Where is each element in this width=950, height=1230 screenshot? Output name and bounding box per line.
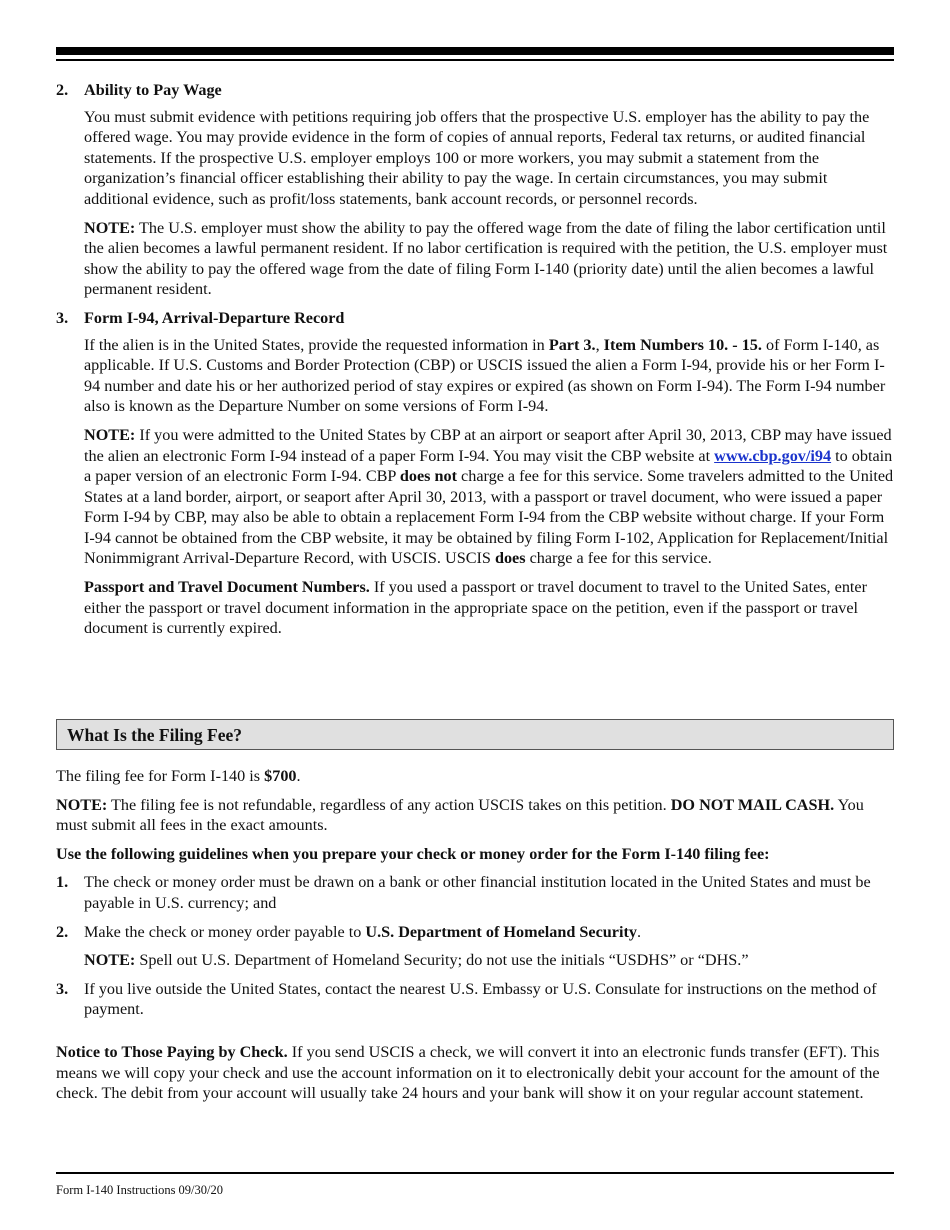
header-rule-thin xyxy=(56,59,894,61)
item-title: Form I-94, Arrival-Departure Record xyxy=(84,308,345,327)
filing-fee-section-header: What Is the Filing Fee? xyxy=(56,719,894,750)
text: charge a fee for this service. xyxy=(525,549,712,568)
note-text: The U.S. employer must show the ability to pay the offered wage from the date of filing the labor certification until the alien becomes a lawful permanent resident. If no labor certification is required with the petition, the U.S. employer must show the ability to pay the offered wage from the date of filing Form I-140 (priority date) until the alien becomes a lawful permanent resident. xyxy=(84,218,888,299)
text: You must submit all fees in the exact amounts. xyxy=(56,795,864,835)
item-ref: Item Numbers 10. - 15. xyxy=(603,335,762,354)
text: . xyxy=(636,922,641,941)
guideline-text: If you live outside the United States, contact the nearest U.S. Embassy or U.S. Consulate for instructions on the method of payment. xyxy=(84,979,877,1019)
guidelines-heading: Use the following guidelines when you prepare your check or money order for the Form I-140 filing fee: xyxy=(56,844,770,863)
ability-paragraph: You must submit evidence with petitions requiring job offers that the prospective U.S. employer has the ability to pay the offered wage. You may provide evidence in the form of copies of annual reports, Federal tax returns, or audited financial statements. If the prospective U.S. employer employs 100 or more workers, you may submit a statement from the organization’s financial officer establishing their ability to pay the wage. In certain circumstances, you may submit additional evidence, such as profit/loss statements, bank account records, or personnel records. xyxy=(84,107,870,208)
passport-label: Passport and Travel Document Numbers. xyxy=(84,578,370,597)
note-label: NOTE: xyxy=(56,795,108,814)
item-number: 3. xyxy=(56,979,69,998)
check-notice xyxy=(56,1042,894,1104)
item-number: 3. xyxy=(56,308,69,327)
part-ref: Part 3. xyxy=(548,335,596,354)
text: of Form I-140, as applicable. If U.S. Customs and Border Protection (CBP) or USCIS issued the alien a Form I-94, provide his or her Form I-94 number and date his or her authorized period of stay expires or expired (as shown on Form I-94). The Form I-94 number also is known as the Departure Number on some versions of Form I-94. xyxy=(84,335,886,416)
item-number: 2. xyxy=(56,81,69,99)
text: Make the check or money order payable to xyxy=(84,922,366,941)
item-title: Ability to Pay Wage xyxy=(84,81,222,99)
text: If you used a passport or travel document to travel to the United Sates, enter either the passport or travel document information in the appropriate space on the petition, even if the passport or travel document is currently expired. xyxy=(84,578,868,638)
text: , xyxy=(595,335,604,354)
text: The filing fee for Form I-140 is xyxy=(56,767,265,785)
note-label: NOTE: xyxy=(84,425,136,444)
item-3-heading xyxy=(56,308,894,329)
text: charge a fee for this service. Some travelers admitted to the United States at a land border, airport, or seaport after April 30, 2013, with a passport or travel document, who were issued a paper Form I-94 by CBP, may also be able to obtain a replacement Form I-94 from the CBP website without charge. If your Form I-94 cannot be obtained from the CBP website, it may be obtained by filing Form I-102, Application for Replacement/Initial Nonimmigrant Arrival-Departure Record, with USCIS. USCIS xyxy=(84,467,894,568)
text: The filing fee is not refundable, regardless of any action USCIS takes on this petition. xyxy=(107,795,671,814)
text: to obtain a paper version of an electronic Form I-94. CBP xyxy=(84,446,893,486)
text: Spell out U.S. Department of Homeland Security; do not use the initials “USDHS” or “DHS.” xyxy=(135,951,749,970)
text: If the alien is in the United States, provide the requested information in xyxy=(84,335,549,354)
guideline-text: The check or money order must be drawn on a bank or other financial institution located in the United States and must be payable in U.S. currency; and xyxy=(84,873,871,912)
emphasis: does xyxy=(494,549,526,568)
emphasis: does not xyxy=(399,467,457,486)
fee-amount: $700 xyxy=(264,767,297,785)
note-label: NOTE: xyxy=(84,218,136,237)
guideline-item xyxy=(56,922,894,951)
item-2-heading xyxy=(56,80,894,101)
instructions-body xyxy=(56,80,894,647)
fee-amount-line xyxy=(56,766,894,787)
payee: U.S. Department of Homeland Security xyxy=(365,922,637,941)
header-rule-thick xyxy=(56,47,894,55)
item-number: 1. xyxy=(56,873,69,892)
i94-note xyxy=(84,425,894,569)
guideline-2-note xyxy=(84,950,894,971)
guideline-item xyxy=(56,872,894,921)
footer-form-id: Form I-140 Instructions 09/30/20 xyxy=(56,1183,224,1197)
emphasis: DO NOT MAIL CASH. xyxy=(670,795,835,814)
fee-note xyxy=(56,795,894,836)
filing-fee-body xyxy=(56,766,894,1112)
ability-note xyxy=(84,218,894,300)
text: If you were admitted to the United States by CBP at an airport or seaport after April 30, 2013, CBP may have issued the alien an electronic Form I-94 instead of a paper Form I-94. You may visit the CBP website at xyxy=(84,425,892,465)
guideline-text xyxy=(84,922,894,943)
guideline-item xyxy=(56,979,894,1028)
text: . xyxy=(296,767,301,785)
footer-rule xyxy=(56,1172,894,1174)
item-number: 2. xyxy=(56,922,69,941)
check-notice-label: Notice to Those Paying by Check. xyxy=(56,1042,288,1061)
note-label: NOTE: xyxy=(84,951,136,970)
text: If you send USCIS a check, we will convert it into an electronic funds transfer (EFT). This means we will copy your check and use the account information on it to electronically debit your account for the amount of the check. The debit from your account will usually take 24 hours and your bank will show it on your regular account statement. xyxy=(56,1042,880,1103)
i94-paragraph xyxy=(84,335,894,417)
cbp-website-link[interactable]: www.cbp.gov/i94 xyxy=(714,446,832,465)
passport-paragraph xyxy=(84,577,894,639)
